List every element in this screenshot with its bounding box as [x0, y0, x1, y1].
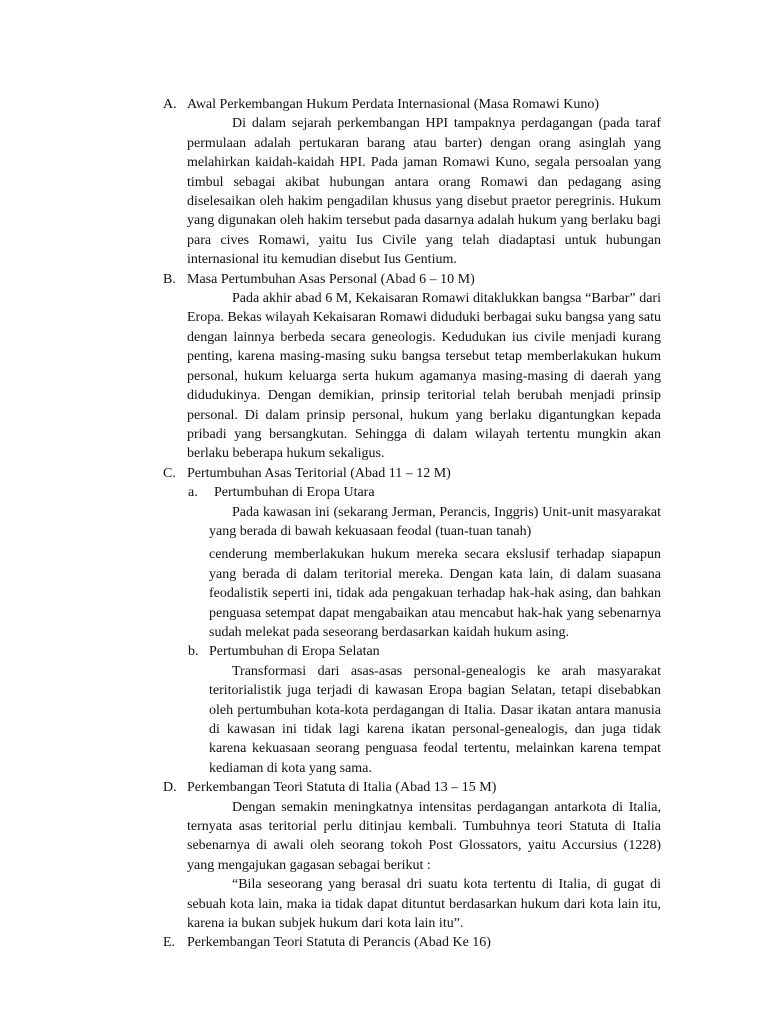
section-a-heading [163, 95, 661, 114]
section-e-letter: E. [163, 935, 176, 951]
section-b-heading [163, 270, 661, 289]
subsection-c-b-title: Pertumbuhan di Eropa Selatan [209, 644, 380, 660]
section-c-title: Pertumbuhan Asas Teritorial (Abad 11 – 12 M) [187, 465, 451, 481]
section-a-title: Awal Perkembangan Hukum Perdata Internasional (Masa Romawi Kuno) [187, 97, 599, 112]
subsection-c-b-letter: b. [188, 644, 199, 660]
section-b-letter: B. [163, 271, 176, 287]
section-d-title: Perkembangan Teori Statuta di Italia (Abad 13 – 15 M) [187, 780, 497, 796]
section-d-heading [163, 778, 661, 797]
subsection-c-b-paragraph: Transformasi dari asas-asas personal-genealogis ke arah masyarakat teritorialistik juga terjadi di kawasan Eropa bagian Selatan, tetapi disebabkan oleh pertumbuhan kota-kota perdagangan di Italia. Dasar ikatan antara manusia di kawasan ini tidak lagi karena ikatan personal-genealogis, dan juga tidak karena kekuasaan seorang penguasa feodal tertentu, melainkan karena tempat kediaman di kota yang sama. [209, 663, 661, 776]
section-b-title: Masa Pertumbuhan Asas Personal (Abad 6 – 10 M) [187, 271, 475, 287]
section-c-heading [163, 464, 661, 483]
document-body [163, 95, 661, 953]
subsection-c-a-paragraph-2: cenderung memberlakukan hukum mereka secara ekslusif terhadap siapapun yang berada di dalam teritorial mereka. Dengan kata lain, di dalam suasana feodalistik seperti ini, tidak ada pengakuan terhadap hak-hak asing, dan bahkan penguasa setempat dapat mengabaikan atau mencabut hak-hak yang sebenarnya sudah melekat pada seseorang berdasarkan kaidah hukum asing. [209, 547, 661, 640]
subsection-c-b-heading [163, 642, 661, 661]
section-b-paragraph: Pada akhir abad 6 M, Kekaisaran Romawi ditaklukkan bangsa “Barbar” dari Eropa. Bekas wilayah Kekaisaran Romawi diduduki berbagai suku bangsa yang satu dengan lainnya berbeda secara geneologis. Kedudukan ius civile menjadi kurang penting, karena masing-masing suku bangsa tersebut tetap memberlakukan hukum personal, hukum keluarga serta hukum agamanya masing-masing di daerah yang didudukinya. Dengan demikian, prinsip teritorial telah berubah menjadi prinsip personal. Di dalam prinsip personal, hukum yang berlaku digantungkan kepada pribadi yang bersangkutan. Sehingga di dalam wilayah tertentu mungkin akan berlaku beberapa hukum sekaligus. [187, 291, 661, 462]
subsection-c-a-title: Pertumbuhan di Eropa Utara [214, 485, 375, 501]
section-e-title: Perkembangan Teori Statuta di Perancis (Abad Ke 16) [187, 935, 491, 951]
subsection-c-a-paragraph-1: Pada kawasan ini (sekarang Jerman, Perancis, Inggris) Unit-unit masyarakat yang berada di bawah kekuasaan feodal (tuan-tuan tanah) [209, 504, 661, 539]
section-c-letter: C. [163, 465, 176, 481]
section-d-quote: “Bila seseorang yang berasal dri suatu kota tertentu di Italia, di gugat di sebuah kota lain, maka ia tidak dapat dituntut berdasarkan hukum dari kota lain itu, karena ia bukan subjek hukum dari kota lain itu”. [187, 877, 661, 932]
section-a-letter: A. [163, 97, 177, 112]
section-d-paragraph: Dengan semakin meningkatnya intensitas perdagangan antarkota di Italia, ternyata asas teritorial perlu ditinjau kembali. Tumbuhnya teori Statuta di Italia sebenarnya di awali oleh seorang tokoh Post Glossators, yaitu Accursius (1228) yang mengajukan gagasan sebagai berikut : [187, 799, 661, 873]
section-a-paragraph: Di dalam sejarah perkembangan HPI tampaknya perdagangan (pada taraf permulaan adalah pertukaran barang atau barter) dengan orang asinglah yang melahirkan kaidah-kaidah HPI. Pada jaman Romawi Kuno, segala persoalan yang timbul sebagai akibat hubungan antara orang Romawi dan pedagang asing diselesaikan oleh hakim pengadilan khusus yang disebut praetor peregrinis. Hukum yang digunakan oleh hakim tersebut pada dasarnya adalah hukum yang berlaku bagi para cives Romawi, yaitu Ius Civile yang telah diadaptasi untuk hubungan internasional itu kemudian disebut Ius Gentium. [187, 116, 661, 268]
subsection-c-a-letter: a. [188, 485, 198, 501]
section-e-heading [163, 933, 661, 952]
subsection-c-a-heading [163, 483, 661, 502]
section-d-letter: D. [163, 780, 177, 796]
